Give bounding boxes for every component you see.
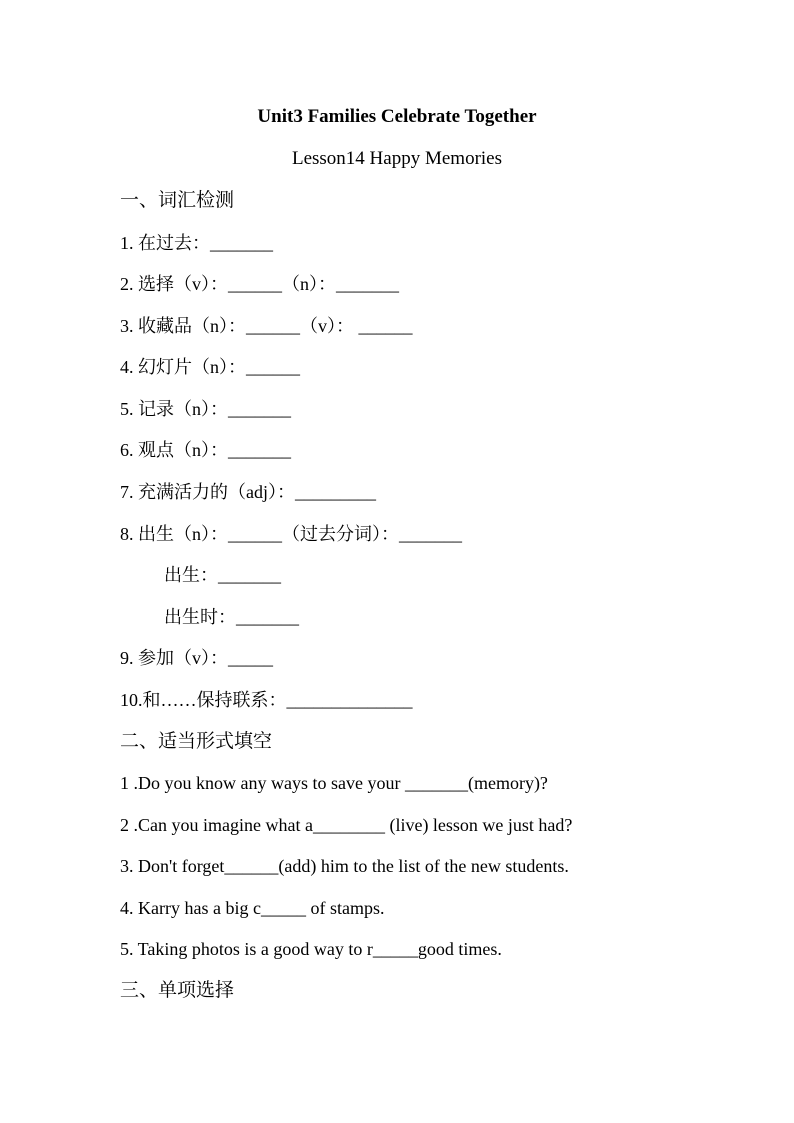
section1-heading: 一、词汇检测 <box>120 190 235 211</box>
fill-item-5: 5. Taking photos is a good way to r_____good times. <box>120 939 502 959</box>
vocab-item-8b: 出生时：_______ <box>164 607 299 627</box>
section2-heading: 二、适当形式填空 <box>120 731 273 752</box>
page-subtitle: Lesson14 Happy Memories <box>291 148 503 169</box>
vocab-item-5: 5. 记录（n）：_______ <box>120 399 291 419</box>
vocab-item-4: 4. 幻灯片（n）：______ <box>120 357 300 377</box>
vocab-item-6: 6. 观点（n）：_______ <box>120 440 291 460</box>
vocab-item-10: 10.和……保持联系：______________ <box>120 690 413 710</box>
vocab-item-1: 1. 在过去：_______ <box>120 233 273 253</box>
vocab-item-8a: 出生：_______ <box>164 565 281 585</box>
vocab-item-7: 7. 充满活力的（adj）：_________ <box>120 482 376 502</box>
page-title: Unit3 Families Celebrate Together <box>257 106 537 127</box>
vocab-item-2: 2. 选择（v）：______（n）：_______ <box>120 274 399 294</box>
vocab-item-3: 3. 收藏品（n）：______（v）： ______ <box>120 316 413 336</box>
vocab-item-8: 8. 出生（n）：______（过去分词）：_______ <box>120 524 462 544</box>
vocab-item-9: 9. 参加（v）：_____ <box>120 648 273 668</box>
fill-item-4: 4. Karry has a big c_____ of stamps. <box>120 898 385 918</box>
fill-item-3: 3. Don't forget______(add) him to the list of the new students. <box>120 856 569 876</box>
fill-item-1: 1 .Do you know any ways to save your _______(memory)? <box>120 773 548 793</box>
section3-heading: 三、单项选择 <box>120 980 235 1001</box>
fill-item-2: 2 .Can you imagine what a________ (live) lesson we just had? <box>120 815 573 835</box>
